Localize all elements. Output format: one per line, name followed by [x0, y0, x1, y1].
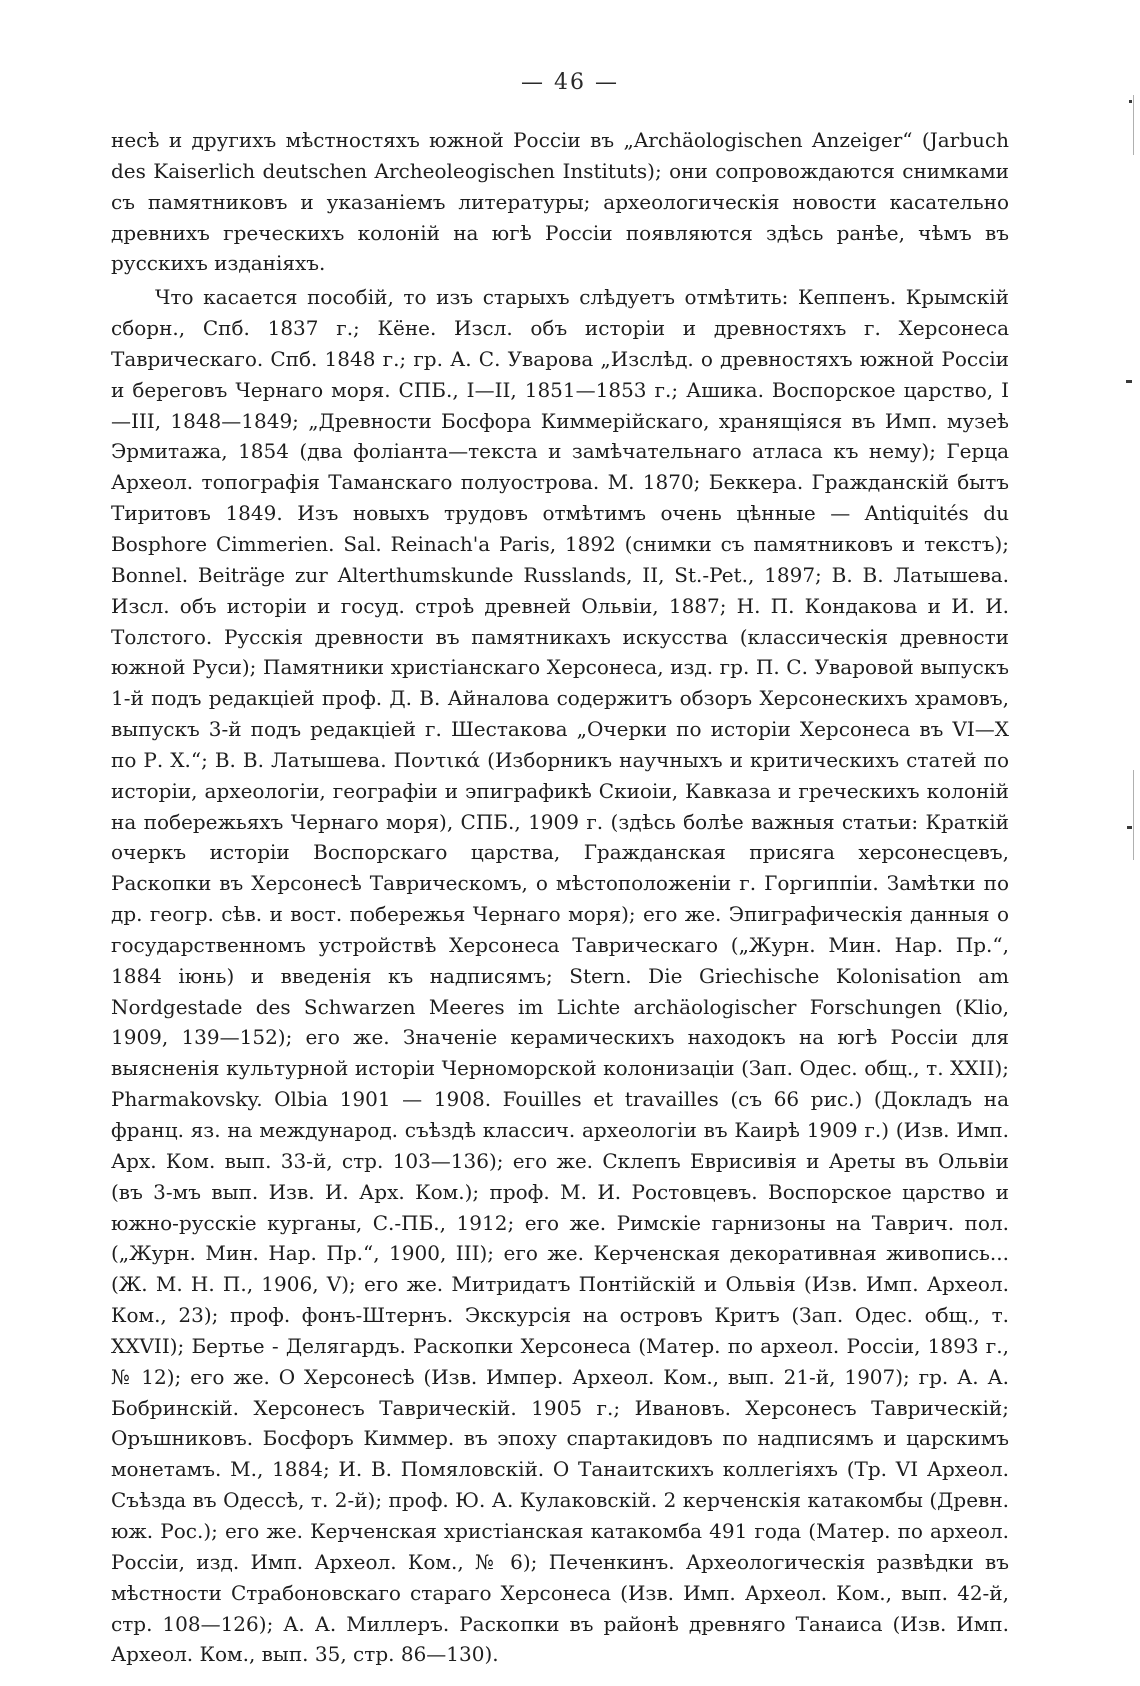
paragraph-1: несѣ и другихъ мѣстностяхъ южной Россіи въ „Archäologischen Anzeiger“ (Jarbuch des Kaiserlich deutschen Archeoleogischen Instituts); они сопровождаются снимками съ памятниковъ и указаніемъ литературы; археологическія новости касательно древнихъ греческихъ колоній на югѣ Россіи появляются здѣсь ранѣе, чѣмъ въ русскихъ изданіяхъ. [111, 128, 1009, 276]
scan-edge-mark [1127, 826, 1132, 829]
scan-edge-mark [1126, 380, 1132, 383]
scan-edge-line [1133, 770, 1134, 860]
paragraph-2: Что касается пособій, то изъ старыхъ слѣдуетъ отмѣтить: Кеппенъ. Крымскій сборн., Спб. 1837 г.; Кёне. Изсл. объ исторіи и древностяхъ г. Херсонеса Таврическаго. Спб. 1848 г.; гр. А. С. Уварова „Изслѣд. о древностяхъ южной Россіи и береговъ Чернаго моря. СПБ., I—II, 1851—1853 г.; Ашика. Воспорское царство, I—III, 1848—1849; „Древности Босфора Киммерійскаго, хранящіяся въ Имп. музеѣ Эрмитажа, 1854 (два фоліанта—текста и замѣчательнаго атласа къ нему); Герца Археол. топографія Таманскаго полуострова. М. 1870; Беккера. Гражданскій бытъ Тиритовъ 1849. Изъ новыхъ трудовъ отмѣтимъ очень цѣнные — Antiquités du Bosphore Cimmerien. Sal. Reinach'а Paris, 1892 (снимки съ памятниковъ и текстъ); Bonnel. Beiträge zur Alterthumskunde Russlands, II, St.-Pet., 1897; В. В. Латышева. Изсл. объ исторіи и госуд. строѣ древней Ольвіи, 1887; Н. П. Кондакова и И. И. Толстого. Русскія древности въ памятникахъ искусства (классическія древности южной Руси); Памятники христіанскаго Херсонеса, изд. гр. П. С. Уваровой выпускъ 1-й подъ редакціей проф. Д. В. Айналова содержитъ обзоръ Херсонескихъ храмовъ, выпускъ 3-й подъ редакціей г. Шестакова „Очерки по исторіи Херсонеса въ VI—X по Р. Х.“; В. В. Латышева. Ποντικά (Изборникъ научныхъ и критическихъ статей по исторіи, археологіи, географіи и эпиграфикѣ Скиоіи, Кавказа и греческихъ колоній на побережьяхъ Чернаго моря), СПБ., 1909 г. (здѣсь болѣе важныя статьи: Краткій очеркъ исторіи Воспорскаго царства, Гражданская присяга херсонесцевъ, Раскопки въ Херсонесѣ Таврическомъ, о мѣстоположеніи г. Горгиппіи. Замѣтки по др. геогр. сѣв. и вост. побережья Чернаго моря); его же. Эпиграфическія данныя о государственномъ устройствѣ Херсонеса Таврическаго („Журн. Мин. Нар. Пр.“, 1884 іюнь) и введенія къ надписямъ; Stern. Die Griechische Kolonisation am Nordgestade des Schwarzen Meeres im Lichte archäologischer Forschungen (Klio, 1909, 139—152); его же. Значеніе керамическихъ находокъ на югѣ Россіи для выясненія культурной исторіи Черноморской колонизаціи (Зап. Одес. общ., т. XXII); Pharmakovsky. Olbia 1901 — 1908. Fouilles et travailles (съ 66 рис.) (Докладъ на франц. яз. на международ. съѣздѣ классич. археологіи въ Каирѣ 1909 г.) (Изв. Имп. Арх. Ком. вып. 33-й, стр. 103—136); его же. Склепъ Еврисивія и Ареты въ Ольвіи (въ 3-мъ вып. Изв. И. Арх. Ком.); проф. М. И. Ростовцевъ. Воспорское царство и южно-русскіе курганы, С.-ПБ., 1912; его же. Римскіе гарнизоны на Таврич. пол. („Журн. Мин. Нар. Пр.“, 1900, III); его же. Керченская декоративная живопись... (Ж. М. Н. П., 1906, V); его же. Митридатъ Понтійскій и Ольвія (Изв. Имп. Археол. Ком., 23); проф. фонъ-Штернъ. Экскурсія на островъ Критъ (Зап. Одес. общ., т. XXVII); Бертье - Делягардъ. Раскопки Херсонеса (Матер. по археол. Россіи, 1893 г., № 12); его же. О Херсонесѣ (Изв. Импер. Археол. Ком., вып. 21-й, 1907); гр. А. А. Бобринскій. Херсонесъ Таврическій. 1905 г.; Ивановъ. Херсонесъ Таврическій; Оръшниковъ. Босфоръ Киммер. въ эпоху спартакидовъ по надписямъ и царскимъ монетамъ. М., 1884; И. В. Помяловскій. О Танаитскихъ коллегіяхъ (Тр. VI Археол. Съѣзда въ Одессѣ, т. 2-й); проф. Ю. А. Кулаковскій. 2 керченскія катакомбы (Древн. юж. Рос.); его же. Керченская христіанская катакомба 491 года (Матер. по археол. Россіи, изд. Имп. Археол. Ком., № 6); Печенкинъ. Археологическія развѣдки въ мѣстности Страбоновскаго стараго Херсонеса (Изв. Имп. Археол. Ком., вып. 42-й, стр. 108—126); А. А. Миллеръ. Раскопки въ районѣ древняго Танаиса (Изв. Имп. Археол. Ком., вып. 35, стр. 86—130). [111, 285, 1009, 1667]
scan-edge-line [1133, 95, 1134, 155]
body-text [111, 125, 1009, 1670]
page-number: — 46 — [521, 70, 619, 95]
scan-edge-mark [1129, 100, 1132, 103]
